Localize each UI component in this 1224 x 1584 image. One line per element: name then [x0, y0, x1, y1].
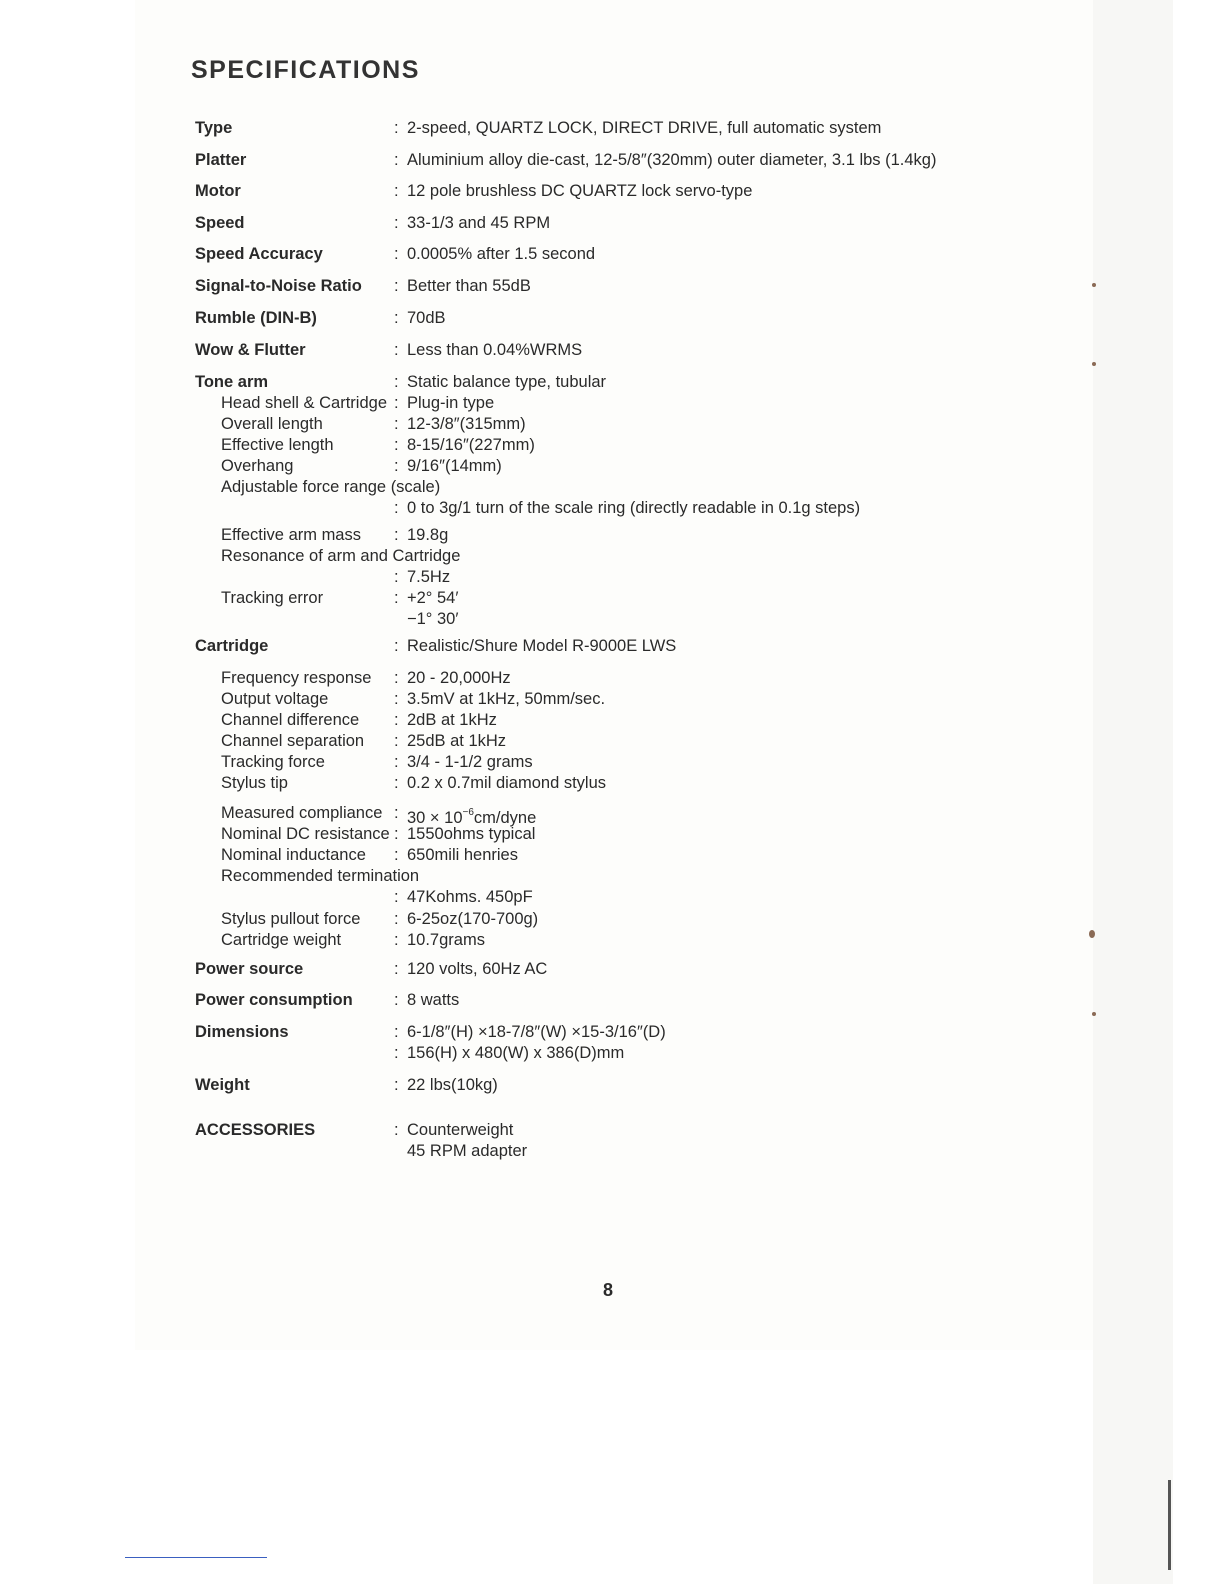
spec-value: 0 to 3g/1 turn of the scale ring (directly readable in 0.1g steps)	[407, 499, 861, 517]
scan-artifact-line	[1168, 1480, 1171, 1570]
spec-label: Nominal DC resistance	[221, 825, 390, 843]
spec-value: Counterweight	[407, 1121, 514, 1139]
spec-label: Motor	[195, 182, 241, 200]
spec-label: Cartridge weight	[221, 931, 342, 949]
spec-value: 1550ohms typical	[407, 825, 536, 843]
edge-mark	[1092, 362, 1096, 366]
spec-value: Realistic/Shure Model R-9000E LWS	[407, 637, 677, 655]
spec-label: Dimensions	[195, 1023, 289, 1041]
spec-value: 3/4 - 1-1/2 grams	[407, 753, 533, 771]
spec-value: 33-1/3 and 45 RPM	[407, 214, 551, 232]
spec-value: 45 RPM adapter	[407, 1142, 528, 1160]
spec-label: Recommended termination	[221, 867, 420, 885]
spec-label: Nominal inductance	[221, 846, 366, 864]
spec-value: 10.7grams	[407, 931, 485, 949]
spec-value: $30 \times 10^{-6}cm$/dyne	[407, 807, 537, 827]
spec-label: Channel difference	[221, 711, 360, 729]
spec-value: 650mili henries	[407, 846, 518, 864]
spec-label: Power consumption	[195, 991, 353, 1009]
footer-rule	[125, 1557, 267, 1558]
spec-value: 8-15/16″(227mm)	[407, 436, 535, 454]
edge-mark	[1089, 930, 1095, 938]
spec-value: 12-3/8″(315mm)	[407, 415, 526, 433]
spec-value: 70dB	[407, 309, 446, 327]
spec-label: Overall length	[221, 415, 323, 433]
spec-label: Wow & Flutter	[195, 341, 306, 359]
spec-value: 2-speed, QUARTZ LOCK, DIRECT DRIVE, full automatic system	[407, 119, 882, 137]
page-edge	[1093, 0, 1173, 1584]
spec-value: +2° 54′	[407, 589, 459, 607]
spec-value: 19.8g	[407, 526, 449, 544]
spec-label: Signal-to-Noise Ratio	[195, 277, 362, 295]
spec-value: 6-25oz(170-700g)	[407, 910, 539, 928]
spec-label: Platter	[195, 151, 247, 169]
spec-label: Weight	[195, 1076, 250, 1094]
spec-label: Type	[195, 119, 233, 137]
spec-label: Tone arm	[195, 373, 269, 391]
page-number: 8	[603, 1280, 614, 1300]
spec-value: 0.2 x 0.7mil diamond stylus	[407, 774, 607, 792]
spec-value: 3.5mV at 1kHz, 50mm/sec.	[407, 690, 606, 708]
page-title: SPECIFICATIONS	[191, 56, 420, 84]
spec-label: Overhang	[221, 457, 294, 475]
edge-mark	[1092, 1012, 1096, 1016]
spec-value: 47Kohms. 450pF	[407, 888, 533, 906]
spec-value: 120 volts, 60Hz AC	[407, 960, 548, 978]
spec-value: 12 pole brushless DC QUARTZ lock servo-type	[407, 182, 753, 200]
spec-value: 0.0005% after 1.5 second	[407, 245, 596, 263]
exponent: −6	[462, 807, 474, 818]
spec-label: Output voltage	[221, 690, 329, 708]
spec-value: Aluminium alloy die-cast, 12-5/8″(320mm) outer diameter, 3.1 lbs (1.4kg)	[407, 151, 937, 169]
spec-label: Effective length	[221, 436, 334, 454]
spec-label: Speed	[195, 214, 245, 232]
spec-value: Better than 55dB	[407, 277, 531, 295]
spec-label: Rumble (DIN-B)	[195, 309, 317, 327]
spec-value: 20 - 20,000Hz	[407, 669, 511, 687]
spec-value: 7.5Hz	[407, 568, 451, 586]
spec-value: 2dB at 1kHz	[407, 711, 497, 729]
spec-label: Tracking force	[221, 753, 325, 771]
spec-value: −1° 30′	[407, 610, 459, 628]
spec-label: Stylus pullout force	[221, 910, 361, 928]
spec-value: 9/16″(14mm)	[407, 457, 502, 475]
spec-label: Frequency response	[221, 669, 372, 687]
spec-value: Plug-in type	[407, 394, 495, 412]
spec-label: Stylus tip	[221, 774, 288, 792]
spec-label: Cartridge	[195, 637, 269, 655]
spec-label: Adjustable force range (scale)	[221, 478, 441, 496]
spec-label: Speed Accuracy	[195, 245, 323, 263]
spec-label: Tracking error	[221, 589, 324, 607]
spec-label: Head shell & Cartridge	[221, 394, 387, 412]
spec-value: 25dB at 1kHz	[407, 732, 507, 750]
spec-label: Channel separation	[221, 732, 365, 750]
spec-value: 22 lbs(10kg)	[407, 1076, 498, 1094]
spec-label: Effective arm mass	[221, 526, 361, 544]
spec-label: Resonance of arm and Cartridge	[221, 547, 461, 565]
spec-value: 6-1/8″(H) ×18-7/8″(W) ×15-3/16″(D)	[407, 1023, 666, 1041]
spec-label: Measured compliance	[221, 804, 383, 822]
edge-mark	[1092, 283, 1096, 287]
spec-label: ACCESSORIES	[195, 1121, 316, 1139]
spec-value: Less than 0.04%WRMS	[407, 341, 583, 359]
spec-value: 156(H) x 480(W) x 386(D)mm	[407, 1044, 625, 1062]
spec-label: Power source	[195, 960, 304, 978]
spec-value: Static balance type, tubular	[407, 373, 607, 391]
spec-value: 8 watts	[407, 991, 460, 1009]
